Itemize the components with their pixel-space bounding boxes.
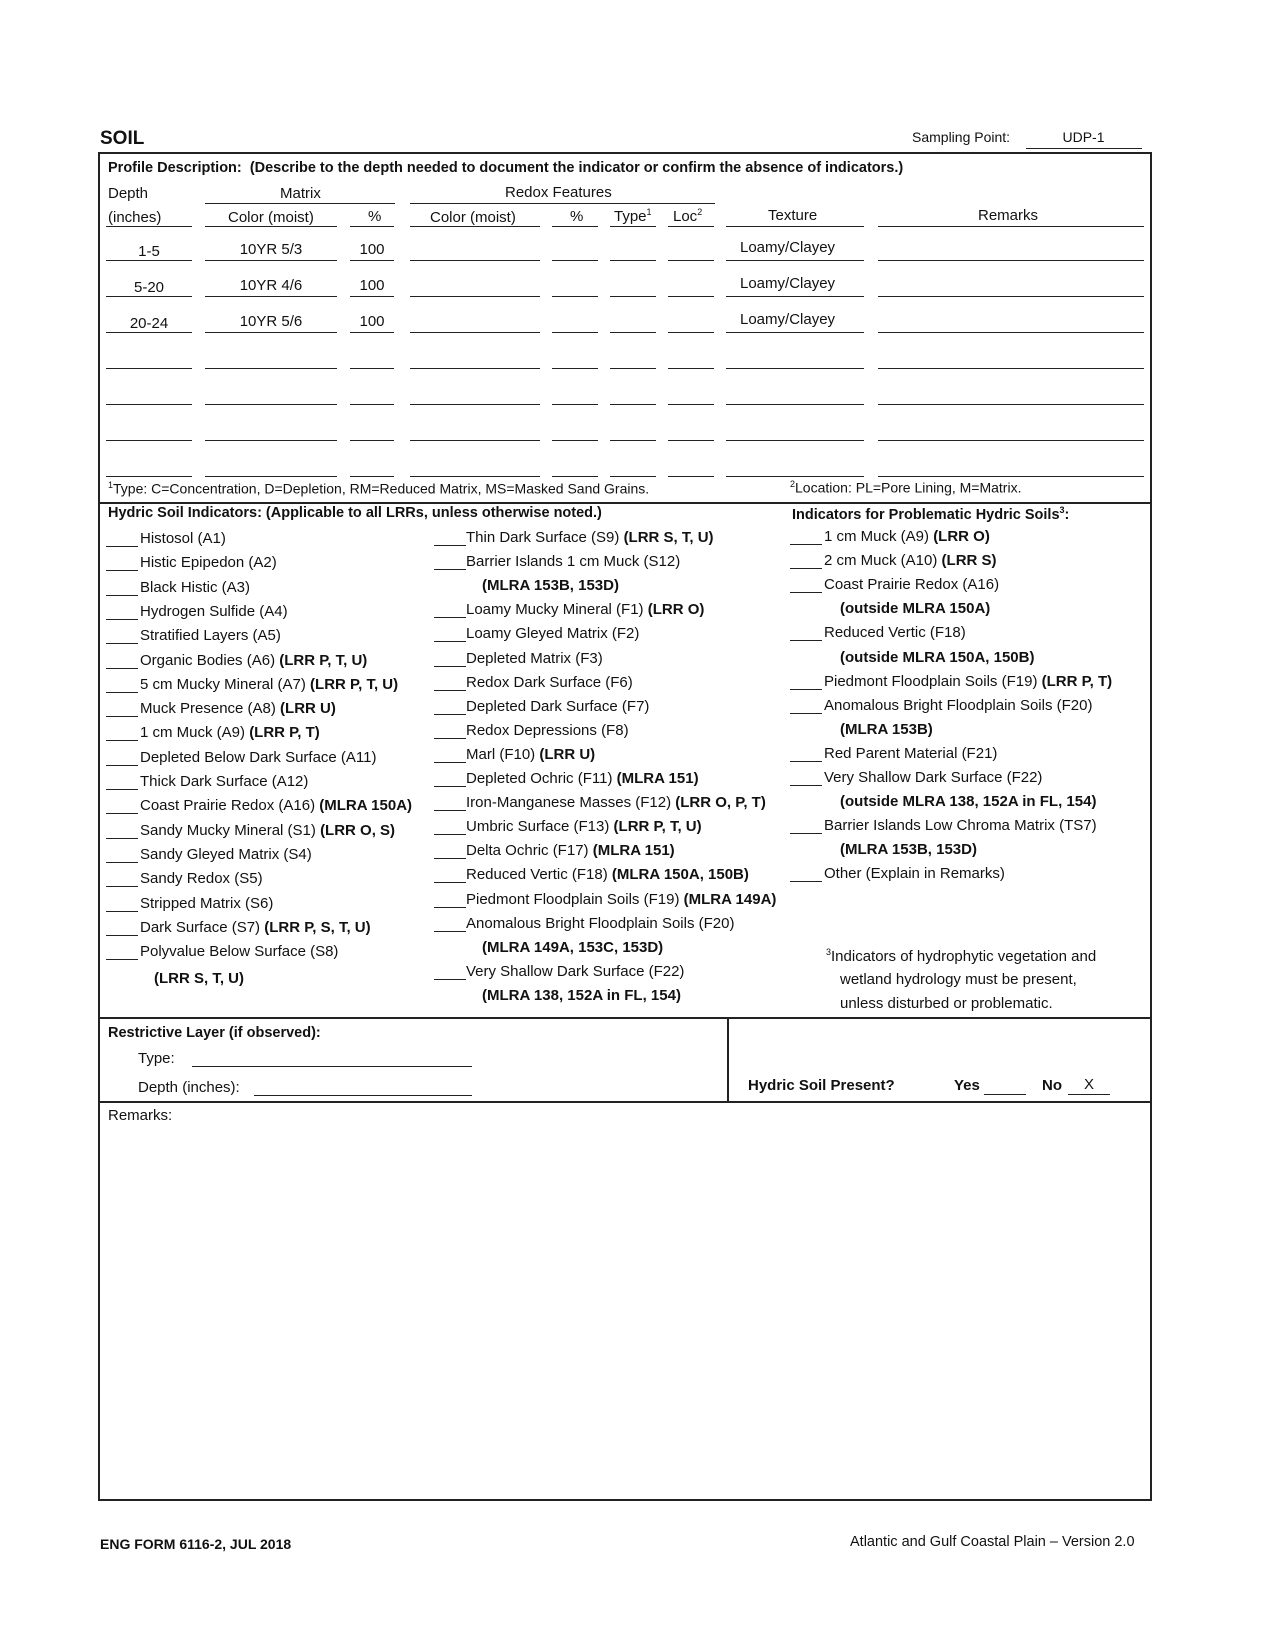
profile-cell-line[interactable] bbox=[668, 368, 714, 369]
indicator-item bbox=[824, 817, 1097, 834]
indicator-checkbox-blank[interactable] bbox=[106, 765, 138, 766]
indicator-label: Marl (F10) bbox=[466, 745, 540, 763]
profile-cell-line[interactable] bbox=[668, 404, 714, 405]
indicator-item bbox=[840, 793, 1096, 810]
indicator-label: Delta Ochric (F17) bbox=[466, 842, 593, 860]
indicator-label: Red Parent Material (F21) bbox=[824, 744, 998, 762]
indicator-label: Redox Depressions (F8) bbox=[466, 721, 629, 739]
indicator-checkbox-blank[interactable] bbox=[790, 761, 822, 762]
indicator-region-note: (LRR O, P, T) bbox=[675, 794, 766, 812]
row-2-depth[interactable]: 5-20 bbox=[133, 279, 165, 296]
no-label: No bbox=[1042, 1077, 1062, 1094]
indicator-item bbox=[824, 552, 997, 569]
indicator-checkbox-blank[interactable] bbox=[790, 713, 822, 714]
indicator-item bbox=[140, 749, 377, 766]
indicator-item bbox=[466, 553, 680, 570]
indicator-checkbox-blank[interactable] bbox=[790, 833, 822, 834]
indicator-item bbox=[466, 794, 766, 811]
profile-cell-line[interactable] bbox=[668, 296, 714, 297]
profile-cell-line[interactable] bbox=[552, 476, 598, 477]
profile-cell-line[interactable] bbox=[610, 404, 656, 405]
profile-cell-line[interactable] bbox=[106, 368, 192, 369]
indicator-region-note: (LRR P, T) bbox=[1041, 672, 1113, 690]
indicator-checkbox-blank[interactable] bbox=[790, 785, 822, 786]
sampling-point-value[interactable]: UDP-1 bbox=[1062, 129, 1105, 145]
profile-cell-line[interactable] bbox=[350, 332, 394, 333]
indicator-checkbox-blank[interactable] bbox=[106, 595, 138, 596]
indicator-checkbox-blank[interactable] bbox=[790, 568, 822, 569]
profile-cell-line[interactable] bbox=[552, 296, 598, 297]
row-2-texture[interactable]: Loamy/Clayey bbox=[740, 275, 836, 292]
indicator-region-note: (LRR S, T, U) bbox=[623, 529, 714, 546]
indicator-checkbox-blank[interactable] bbox=[106, 570, 138, 571]
depth-label: Depth bbox=[108, 185, 149, 202]
matrix-label: Matrix bbox=[280, 185, 321, 202]
indicator-label: Barrier Islands 1 cm Muck (S12) bbox=[466, 553, 681, 571]
indicator-checkbox-blank[interactable] bbox=[434, 545, 466, 546]
indicator-label: Organic Bodies (A6) bbox=[140, 651, 280, 669]
indicator-label: Umbric Surface (F13) bbox=[466, 818, 614, 836]
indicator-label: Muck Presence (A8) bbox=[140, 700, 281, 718]
profile-cell-line[interactable] bbox=[410, 440, 540, 441]
indicator-item bbox=[466, 674, 633, 691]
indicator-item bbox=[824, 769, 1042, 786]
indicator-item bbox=[466, 866, 749, 883]
profile-cell-line[interactable] bbox=[350, 296, 394, 297]
profile-cell-line[interactable] bbox=[726, 440, 864, 441]
indicator-item bbox=[140, 822, 395, 839]
indicator-item bbox=[140, 627, 281, 644]
indicator-checkbox-blank[interactable] bbox=[106, 959, 138, 960]
indicator-item bbox=[140, 724, 320, 741]
problematic-heading: Indicators for Problematic Hydric Soils$^3$: bbox=[792, 505, 1070, 523]
profile-cell-line[interactable] bbox=[350, 404, 394, 405]
restrictive-layer-heading: Restrictive Layer (if observed): bbox=[108, 1025, 321, 1041]
indicator-region-note: (MLRA 138, 152A in FL, 154) bbox=[482, 986, 681, 1004]
region-version: Atlantic and Gulf Coastal Plain – Version 2.0 bbox=[850, 1534, 1135, 1550]
profile-cell-line[interactable] bbox=[726, 260, 864, 261]
indicator-region-note: (MLRA 151) bbox=[616, 770, 699, 787]
indicator-item bbox=[466, 746, 595, 763]
profile-cell-line[interactable] bbox=[878, 368, 1144, 369]
row-1-pct[interactable]: 100 bbox=[359, 241, 385, 258]
indicator-label: Coast Prairie Redox (A16) bbox=[140, 797, 320, 815]
indicator-item bbox=[466, 891, 776, 908]
indicator-item bbox=[466, 842, 675, 859]
row-1-depth[interactable]: 1-5 bbox=[138, 243, 160, 260]
profile-cell-line[interactable] bbox=[878, 296, 1144, 297]
indicator-checkbox-blank[interactable] bbox=[434, 810, 466, 811]
indicator-checkbox-blank[interactable] bbox=[106, 716, 138, 717]
profile-cell-line[interactable] bbox=[726, 404, 864, 405]
indicator-item bbox=[140, 530, 226, 547]
yes-label: Yes bbox=[954, 1077, 980, 1094]
profile-cell-line[interactable] bbox=[878, 476, 1144, 477]
indicator-checkbox-blank[interactable] bbox=[434, 786, 466, 787]
indicator-region-note: (MLRA 149A) bbox=[683, 890, 777, 908]
indicator-label: Barrier Islands Low Chroma Matrix (TS7) bbox=[824, 817, 1097, 835]
profile-cell-line[interactable] bbox=[878, 260, 1144, 261]
indicator-item bbox=[824, 673, 1112, 690]
indicator-label: Other (Explain in Remarks) bbox=[824, 865, 1005, 883]
profile-cell-line[interactable] bbox=[726, 296, 864, 297]
indicator-region-note: (MLRA 149A, 153C, 153D) bbox=[482, 938, 664, 956]
remarks-label: Remarks: bbox=[108, 1107, 173, 1124]
indicator-item bbox=[824, 697, 1092, 714]
hydric-soil-present-label: Hydric Soil Present? bbox=[748, 1077, 895, 1094]
indicator-region-note: (LRR U) bbox=[280, 700, 336, 718]
indicator-region-note: (LRR O) bbox=[933, 528, 990, 545]
indicator-label: Depleted Matrix (F3) bbox=[466, 649, 603, 667]
indicator-item bbox=[824, 576, 999, 593]
indicator-item bbox=[840, 649, 1034, 666]
indicator-region-note: (MLRA 150A, 150B) bbox=[611, 866, 749, 884]
profile-cell-line[interactable] bbox=[610, 296, 656, 297]
indicator-label: Loamy Gleyed Matrix (F2) bbox=[466, 625, 640, 643]
indicator-checkbox-blank[interactable] bbox=[434, 931, 466, 932]
indicator-label: Dark Surface (S7) bbox=[140, 918, 265, 936]
indicator-checkbox-blank[interactable] bbox=[790, 689, 822, 690]
profile-cell-line[interactable] bbox=[668, 476, 714, 477]
sampling-point-label: Sampling Point: bbox=[912, 129, 1011, 145]
profile-cell-line[interactable] bbox=[205, 368, 337, 369]
indicator-checkbox-blank[interactable] bbox=[434, 907, 466, 908]
indicator-label: Depleted Below Dark Surface (A11) bbox=[140, 748, 377, 766]
indicator-region-note: (LRR P, T, U) bbox=[279, 651, 368, 669]
indicator-item bbox=[824, 528, 990, 545]
indicator-region-note: (MLRA 153B, 153D) bbox=[840, 841, 977, 859]
indicator-label: Anomalous Bright Floodplain Soils (F20) bbox=[824, 696, 1093, 714]
indicator-checkbox-blank[interactable] bbox=[434, 690, 466, 691]
indicator-checkbox-blank[interactable] bbox=[106, 935, 138, 936]
indicator-checkbox-blank[interactable] bbox=[434, 858, 466, 859]
indicator-item bbox=[466, 818, 702, 835]
indicator-checkbox-blank[interactable] bbox=[434, 738, 466, 739]
indicator-label: Stratified Layers (A5) bbox=[140, 627, 281, 645]
indicator-item bbox=[140, 603, 288, 620]
profile-cell-line[interactable] bbox=[610, 332, 656, 333]
indicator-region-note: (MLRA 153B) bbox=[840, 720, 933, 738]
indicator-item bbox=[466, 625, 639, 642]
indicator-item bbox=[466, 650, 603, 667]
indicator-region-note: (LRR O) bbox=[647, 601, 705, 619]
indicator-item bbox=[466, 963, 684, 980]
indicator-checkbox-blank[interactable] bbox=[106, 643, 138, 644]
profile-cell-line[interactable] bbox=[552, 440, 598, 441]
profile-cell-line[interactable] bbox=[410, 260, 540, 261]
indicator-label: Reduced Vertic (F18) bbox=[466, 866, 612, 884]
row-3-texture[interactable]: Loamy/Clayey bbox=[740, 311, 836, 328]
indicator-region-note: (outside MLRA 150A) bbox=[840, 600, 991, 618]
indicator-item bbox=[824, 745, 997, 762]
profile-cell-line[interactable] bbox=[350, 476, 394, 477]
indicator-item bbox=[482, 987, 681, 1004]
no-field-value[interactable]: X bbox=[1083, 1076, 1094, 1093]
indicator-region-note: (MLRA 151) bbox=[592, 842, 675, 860]
matrix-pct-header: % bbox=[368, 208, 382, 225]
indicator-item bbox=[140, 676, 398, 693]
profile-cell-line[interactable] bbox=[205, 332, 337, 333]
indicator-checkbox-blank[interactable] bbox=[106, 838, 138, 839]
profile-cell-line[interactable] bbox=[878, 332, 1144, 333]
indicator-label: 2 cm Muck (A10) bbox=[824, 552, 942, 570]
profile-cell-line[interactable] bbox=[552, 260, 598, 261]
indicator-region-note: (LRR P, T, U) bbox=[613, 818, 702, 836]
row-3-color[interactable]: 10YR 5/6 bbox=[239, 313, 303, 330]
indicator-checkbox-blank[interactable] bbox=[434, 641, 466, 642]
profile-description-heading: Profile Description: (Describe to the depth needed to document the indicator or confirm the absence of indicators.) bbox=[108, 160, 904, 176]
indicator-label: Very Shallow Dark Surface (F22) bbox=[466, 962, 685, 980]
indicator-checkbox-blank[interactable] bbox=[434, 617, 466, 618]
restrictive-depth-field[interactable] bbox=[254, 1095, 472, 1096]
yes-field[interactable] bbox=[984, 1094, 1026, 1095]
indicator-label: Hydrogen Sulfide (A4) bbox=[140, 602, 288, 620]
indicator-label: Coast Prairie Redox (A16) bbox=[824, 576, 1000, 594]
indicator-checkbox-blank[interactable] bbox=[434, 666, 466, 667]
indicator-label: Thick Dark Surface (A12) bbox=[140, 773, 309, 790]
indicator-label: Black Histic (A3) bbox=[140, 578, 251, 596]
profile-cell-line[interactable] bbox=[878, 404, 1144, 405]
indicator-region-note: (LRR P, T, U) bbox=[310, 675, 399, 693]
indicator-item bbox=[466, 770, 699, 787]
indicator-checkbox-blank[interactable] bbox=[434, 834, 466, 835]
row-2-pct[interactable]: 100 bbox=[359, 277, 385, 294]
row-2-color[interactable]: 10YR 4/6 bbox=[239, 277, 303, 294]
indicator-checkbox-blank[interactable] bbox=[106, 911, 138, 912]
indicator-region-note: (outside MLRA 150A, 150B) bbox=[840, 648, 1035, 666]
indicator-item bbox=[466, 722, 629, 739]
indicator-label: Depleted Ochric (F11) bbox=[466, 770, 617, 787]
indicator-region-note: (LRR O, S) bbox=[320, 821, 396, 839]
indicator-label: Polyvalue Below Surface (S8) bbox=[140, 943, 339, 961]
profile-cell-line[interactable] bbox=[726, 368, 864, 369]
profile-cell-line[interactable] bbox=[610, 476, 656, 477]
indicator-label: Stripped Matrix (S6) bbox=[140, 894, 274, 912]
footnote-location: $^2$Location: PL=Pore Lining, M=Matrix. bbox=[790, 479, 1022, 496]
indicator-checkbox-blank[interactable] bbox=[106, 546, 138, 547]
indicator-checkbox-blank[interactable] bbox=[790, 544, 822, 545]
profile-cell-line[interactable] bbox=[350, 260, 394, 261]
profile-cell-line[interactable] bbox=[205, 440, 337, 441]
form-number: ENG FORM 6116-2, JUL 2018 bbox=[100, 1536, 292, 1552]
indicator-checkbox-blank[interactable] bbox=[106, 789, 138, 790]
indicator-label: Loamy Mucky Mineral (F1) bbox=[466, 601, 648, 619]
indicator-checkbox-blank[interactable] bbox=[434, 762, 466, 763]
matrix-color-header: Color (moist) bbox=[228, 209, 314, 226]
indicator-label: Very Shallow Dark Surface (F22) bbox=[824, 769, 1043, 786]
row-3-pct[interactable]: 100 bbox=[359, 313, 385, 330]
restrictive-depth-label: Depth (inches): bbox=[138, 1079, 240, 1096]
inches-label: (inches) bbox=[108, 209, 162, 226]
indicator-item bbox=[840, 721, 933, 738]
indicator-item bbox=[824, 624, 966, 641]
profile-cell-line[interactable] bbox=[205, 260, 337, 261]
loc-header: Loc$^2$ bbox=[673, 207, 703, 225]
profile-cell-line[interactable] bbox=[726, 476, 864, 477]
profile-cell-line[interactable] bbox=[106, 296, 192, 297]
profile-cell-line[interactable] bbox=[668, 260, 714, 261]
indicator-label: Histosol (A1) bbox=[140, 530, 226, 547]
type-header: Type$^1$ bbox=[614, 207, 652, 225]
redox-pct-header: % bbox=[570, 208, 584, 225]
row-1-texture[interactable]: Loamy/Clayey bbox=[740, 239, 836, 256]
indicator-checkbox-blank[interactable] bbox=[106, 740, 138, 741]
profile-cell-line[interactable] bbox=[878, 440, 1144, 441]
indicator-item bbox=[466, 601, 704, 618]
page-title: SOIL bbox=[100, 128, 145, 149]
indicator-item bbox=[140, 846, 312, 863]
profile-cell-line[interactable] bbox=[106, 404, 192, 405]
redox-features-label: Redox Features bbox=[505, 184, 612, 201]
row-1-color[interactable]: 10YR 5/3 bbox=[239, 241, 303, 258]
indicator-item bbox=[140, 554, 277, 571]
indicator-item bbox=[140, 700, 336, 717]
profile-cell-line[interactable] bbox=[610, 440, 656, 441]
indicator-item bbox=[140, 870, 263, 887]
indicator-item bbox=[466, 915, 734, 932]
indicator-checkbox-blank[interactable] bbox=[434, 714, 466, 715]
profile-cell-line[interactable] bbox=[610, 368, 656, 369]
profile-cell-line[interactable] bbox=[552, 368, 598, 369]
restrictive-type-field[interactable] bbox=[192, 1066, 472, 1067]
remarks-area[interactable] bbox=[108, 1130, 1138, 1490]
indicator-item bbox=[466, 698, 649, 715]
indicator-item bbox=[840, 841, 977, 858]
indicator-label: Depleted Dark Surface (F7) bbox=[466, 697, 650, 715]
indicator-label: Iron-Manganese Masses (F12) bbox=[466, 794, 676, 812]
profile-cell-line[interactable] bbox=[410, 368, 540, 369]
indicator-label: Anomalous Bright Floodplain Soils (F20) bbox=[466, 914, 735, 932]
profile-cell-line[interactable] bbox=[668, 440, 714, 441]
indicator-label: Redox Dark Surface (F6) bbox=[466, 673, 633, 691]
profile-cell-line[interactable] bbox=[668, 332, 714, 333]
indicator-checkbox-blank[interactable] bbox=[106, 619, 138, 620]
no-field[interactable] bbox=[1068, 1094, 1110, 1095]
indicator-checkbox-blank[interactable] bbox=[106, 813, 138, 814]
profile-cell-line[interactable] bbox=[552, 404, 598, 405]
indicator-checkbox-blank[interactable] bbox=[106, 886, 138, 887]
indicator-checkbox-blank[interactable] bbox=[434, 569, 466, 570]
indicator-item bbox=[482, 939, 663, 956]
indicator-checkbox-blank[interactable] bbox=[434, 882, 466, 883]
indicator-region-note: (LRR P, T) bbox=[249, 724, 320, 742]
indicator-region-note: (LRR S) bbox=[941, 552, 997, 570]
indicator-label: Reduced Vertic (F18) bbox=[824, 624, 966, 642]
hydric-indicators-heading: Hydric Soil Indicators: (Applicable to all LRRs, unless otherwise noted.) bbox=[108, 505, 602, 521]
restrictive-type-label: Type: bbox=[138, 1050, 175, 1067]
indicator-item bbox=[140, 773, 308, 790]
indicator-label: Thin Dark Surface (S9) bbox=[466, 529, 624, 546]
indicator-item bbox=[140, 943, 338, 960]
profile-cell-line[interactable] bbox=[410, 332, 540, 333]
indicator-item bbox=[140, 579, 250, 596]
profile-cell-line[interactable] bbox=[410, 476, 540, 477]
indicator-item bbox=[140, 919, 371, 936]
footnote-3-line-1: $^3$Indicators of hydrophytic vegetation and bbox=[826, 947, 1097, 965]
indicator-label: Sandy Mucky Mineral (S1) bbox=[140, 821, 321, 839]
indicator-item bbox=[466, 529, 714, 546]
footnote-3-line-2: wetland hydrology must be present, bbox=[840, 971, 1077, 988]
indicator-label: 5 cm Mucky Mineral (A7) bbox=[140, 675, 311, 693]
profile-cell-line[interactable] bbox=[610, 260, 656, 261]
profile-cell-line[interactable] bbox=[106, 476, 192, 477]
indicator-region-note: (MLRA 153B, 153D) bbox=[482, 577, 619, 595]
indicator-label: 1 cm Muck (A9) bbox=[824, 528, 934, 545]
profile-cell-line[interactable] bbox=[350, 440, 394, 441]
indicator-item bbox=[840, 600, 990, 617]
profile-cell-line[interactable] bbox=[106, 440, 192, 441]
indicator-checkbox-blank[interactable] bbox=[106, 668, 138, 669]
indicator-item bbox=[140, 895, 273, 912]
col1-tail-note: (LRR S, T, U) bbox=[154, 970, 244, 987]
indicator-item bbox=[140, 652, 367, 669]
indicator-checkbox-blank[interactable] bbox=[790, 881, 822, 882]
indicator-item bbox=[824, 865, 1005, 882]
indicator-region-note: (LRR P, S, T, U) bbox=[264, 918, 371, 936]
indicator-checkbox-blank[interactable] bbox=[790, 592, 822, 593]
profile-cell-line[interactable] bbox=[410, 404, 540, 405]
indicator-label: Sandy Redox (S5) bbox=[140, 870, 263, 888]
indicator-checkbox-blank[interactable] bbox=[790, 640, 822, 641]
profile-cell-line[interactable] bbox=[205, 476, 337, 477]
profile-cell-line[interactable] bbox=[552, 332, 598, 333]
profile-cell-line[interactable] bbox=[410, 296, 540, 297]
profile-cell-line[interactable] bbox=[106, 260, 192, 261]
profile-cell-line[interactable] bbox=[106, 332, 192, 333]
indicator-label: 1 cm Muck (A9) bbox=[140, 724, 250, 742]
footnote-type: $^1$Type: C=Concentration, D=Depletion, RM=Reduced Matrix, MS=Masked Sand Grains. bbox=[108, 480, 650, 497]
indicator-checkbox-blank[interactable] bbox=[434, 979, 466, 980]
row-3-depth[interactable]: 20-24 bbox=[129, 315, 169, 332]
profile-cell-line[interactable] bbox=[205, 404, 337, 405]
redox-color-header: Color (moist) bbox=[430, 209, 516, 226]
indicator-item bbox=[140, 797, 412, 814]
profile-cell-line[interactable] bbox=[726, 332, 864, 333]
profile-cell-line[interactable] bbox=[350, 368, 394, 369]
indicator-checkbox-blank[interactable] bbox=[106, 692, 138, 693]
indicator-region-note: (outside MLRA 138, 152A in FL, 154) bbox=[840, 793, 1097, 811]
profile-cell-line[interactable] bbox=[205, 296, 337, 297]
indicator-region-note: (MLRA 150A) bbox=[319, 797, 413, 815]
texture-header: Texture bbox=[768, 207, 818, 224]
indicator-region-note: (LRR U) bbox=[539, 745, 596, 763]
indicator-label: Piedmont Floodplain Soils (F19) bbox=[824, 672, 1042, 690]
indicator-label: Piedmont Floodplain Soils (F19) bbox=[466, 890, 684, 908]
indicator-label: Histic Epipedon (A2) bbox=[140, 554, 277, 572]
indicator-checkbox-blank[interactable] bbox=[106, 862, 138, 863]
indicator-label: Sandy Gleyed Matrix (S4) bbox=[140, 845, 312, 863]
footnote-3-line-3: unless disturbed or problematic. bbox=[840, 995, 1053, 1012]
remarks-header: Remarks bbox=[978, 207, 1039, 224]
indicator-item bbox=[482, 577, 619, 594]
